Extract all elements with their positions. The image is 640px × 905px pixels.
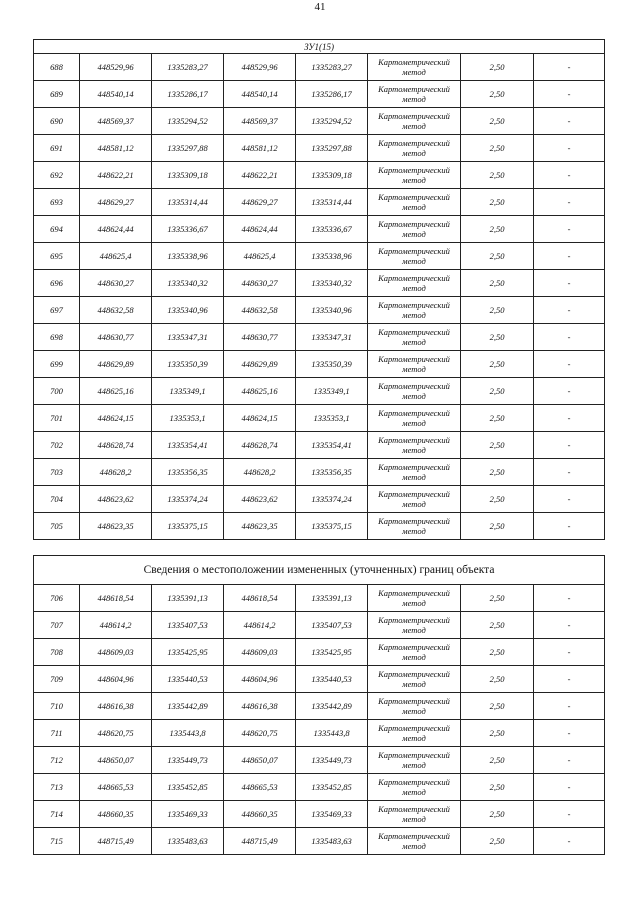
table-row: [34, 135, 605, 162]
x-existing-cell: 448529,96: [80, 54, 152, 81]
x-refined-cell: 448715,49: [224, 828, 296, 855]
y-refined-cell: 1335449,73: [296, 747, 368, 774]
x-refined-cell: 448569,37: [224, 108, 296, 135]
extra-cell: -: [534, 162, 605, 189]
x-existing-cell: 448616,38: [80, 693, 152, 720]
y-refined-cell: 1335469,33: [296, 801, 368, 828]
x-refined-cell: 448581,12: [224, 135, 296, 162]
method-cell: Картометрический метод: [368, 774, 461, 801]
method-cell: Картометрический метод: [368, 216, 461, 243]
extra-cell: -: [534, 432, 605, 459]
point-number-cell: 689: [34, 81, 80, 108]
y-existing-cell: 1335286,17: [152, 81, 224, 108]
accuracy-cell: 2,50: [461, 432, 534, 459]
table-row: [34, 297, 605, 324]
extra-cell: -: [534, 108, 605, 135]
x-existing-cell: 448540,14: [80, 81, 152, 108]
x-existing-cell: 448665,53: [80, 774, 152, 801]
table-row: [34, 162, 605, 189]
x-existing-cell: 448624,44: [80, 216, 152, 243]
method-cell: Картометрический метод: [368, 432, 461, 459]
y-existing-cell: 1335314,44: [152, 189, 224, 216]
method-cell: Картометрический метод: [368, 324, 461, 351]
table-row: [34, 432, 605, 459]
x-existing-cell: 448622,21: [80, 162, 152, 189]
extra-cell: -: [534, 666, 605, 693]
section-label: ЗУ1(15): [34, 40, 605, 54]
point-number-cell: 690: [34, 108, 80, 135]
y-existing-cell: 1335283,27: [152, 54, 224, 81]
y-existing-cell: 1335336,67: [152, 216, 224, 243]
x-existing-cell: 448660,35: [80, 801, 152, 828]
extra-cell: -: [534, 747, 605, 774]
table-row: [34, 486, 605, 513]
method-cell: Картометрический метод: [368, 270, 461, 297]
section-header-row: [34, 40, 605, 54]
x-refined-cell: 448632,58: [224, 297, 296, 324]
accuracy-cell: 2,50: [461, 378, 534, 405]
x-existing-cell: 448604,96: [80, 666, 152, 693]
table-row: [34, 801, 605, 828]
method-cell: Картометрический метод: [368, 612, 461, 639]
y-refined-cell: 1335483,63: [296, 828, 368, 855]
y-existing-cell: 1335354,41: [152, 432, 224, 459]
extra-cell: -: [534, 639, 605, 666]
accuracy-cell: 2,50: [461, 243, 534, 270]
y-existing-cell: 1335349,1: [152, 378, 224, 405]
method-cell: Картометрический метод: [368, 828, 461, 855]
y-existing-cell: 1335440,53: [152, 666, 224, 693]
accuracy-cell: 2,50: [461, 693, 534, 720]
extra-cell: -: [534, 486, 605, 513]
accuracy-cell: 2,50: [461, 585, 534, 612]
x-refined-cell: 448625,4: [224, 243, 296, 270]
x-refined-cell: 448625,16: [224, 378, 296, 405]
method-cell: Картометрический метод: [368, 243, 461, 270]
method-cell: Картометрический метод: [368, 585, 461, 612]
accuracy-cell: 2,50: [461, 351, 534, 378]
method-cell: Картометрический метод: [368, 747, 461, 774]
y-refined-cell: 1335347,31: [296, 324, 368, 351]
x-existing-cell: 448618,54: [80, 585, 152, 612]
point-number-cell: 712: [34, 747, 80, 774]
y-refined-cell: 1335286,17: [296, 81, 368, 108]
extra-cell: -: [534, 459, 605, 486]
accuracy-cell: 2,50: [461, 216, 534, 243]
y-refined-cell: 1335353,1: [296, 405, 368, 432]
x-existing-cell: 448632,58: [80, 297, 152, 324]
table-heading: Сведения о местоположении измененных (уточненных) границ объекта: [34, 556, 605, 585]
x-refined-cell: 448614,2: [224, 612, 296, 639]
accuracy-cell: 2,50: [461, 774, 534, 801]
method-cell: Картометрический метод: [368, 135, 461, 162]
x-refined-cell: 448618,54: [224, 585, 296, 612]
x-refined-cell: 448540,14: [224, 81, 296, 108]
point-number-cell: 703: [34, 459, 80, 486]
y-refined-cell: 1335340,32: [296, 270, 368, 297]
x-existing-cell: 448629,89: [80, 351, 152, 378]
extra-cell: -: [534, 774, 605, 801]
extra-cell: -: [534, 54, 605, 81]
accuracy-cell: 2,50: [461, 801, 534, 828]
y-existing-cell: 1335309,18: [152, 162, 224, 189]
y-refined-cell: 1335374,24: [296, 486, 368, 513]
method-cell: Картометрический метод: [368, 351, 461, 378]
x-refined-cell: 448624,15: [224, 405, 296, 432]
extra-cell: -: [534, 135, 605, 162]
method-cell: Картометрический метод: [368, 297, 461, 324]
x-refined-cell: 448630,27: [224, 270, 296, 297]
point-number-cell: 704: [34, 486, 80, 513]
method-cell: Картометрический метод: [368, 639, 461, 666]
method-cell: Картометрический метод: [368, 513, 461, 540]
method-cell: Картометрический метод: [368, 486, 461, 513]
x-refined-cell: 448624,44: [224, 216, 296, 243]
method-cell: Картометрический метод: [368, 81, 461, 108]
x-refined-cell: 448629,27: [224, 189, 296, 216]
x-refined-cell: 448628,74: [224, 432, 296, 459]
accuracy-cell: 2,50: [461, 54, 534, 81]
x-refined-cell: 448609,03: [224, 639, 296, 666]
y-refined-cell: 1335440,53: [296, 666, 368, 693]
y-existing-cell: 1335483,63: [152, 828, 224, 855]
y-refined-cell: 1335452,85: [296, 774, 368, 801]
x-existing-cell: 448629,27: [80, 189, 152, 216]
accuracy-cell: 2,50: [461, 297, 534, 324]
y-existing-cell: 1335340,96: [152, 297, 224, 324]
y-refined-cell: 1335350,39: [296, 351, 368, 378]
table-row: [34, 693, 605, 720]
accuracy-cell: 2,50: [461, 747, 534, 774]
method-cell: Картометрический метод: [368, 378, 461, 405]
point-number-cell: 688: [34, 54, 80, 81]
method-cell: Картометрический метод: [368, 459, 461, 486]
x-refined-cell: 448623,35: [224, 513, 296, 540]
accuracy-cell: 2,50: [461, 135, 534, 162]
accuracy-cell: 2,50: [461, 270, 534, 297]
extra-cell: -: [534, 324, 605, 351]
x-refined-cell: 448650,07: [224, 747, 296, 774]
y-refined-cell: 1335340,96: [296, 297, 368, 324]
y-existing-cell: 1335391,13: [152, 585, 224, 612]
point-number-cell: 697: [34, 297, 80, 324]
extra-cell: -: [534, 612, 605, 639]
table-row: [34, 774, 605, 801]
x-existing-cell: 448624,15: [80, 405, 152, 432]
x-refined-cell: 448623,62: [224, 486, 296, 513]
y-refined-cell: 1335283,27: [296, 54, 368, 81]
table-row: [34, 54, 605, 81]
x-existing-cell: 448620,75: [80, 720, 152, 747]
extra-cell: -: [534, 801, 605, 828]
y-existing-cell: 1335469,33: [152, 801, 224, 828]
x-refined-cell: 448620,75: [224, 720, 296, 747]
x-existing-cell: 448630,77: [80, 324, 152, 351]
x-existing-cell: 448715,49: [80, 828, 152, 855]
method-cell: Картометрический метод: [368, 54, 461, 81]
accuracy-cell: 2,50: [461, 162, 534, 189]
x-existing-cell: 448625,4: [80, 243, 152, 270]
y-refined-cell: 1335349,1: [296, 378, 368, 405]
x-refined-cell: 448628,2: [224, 459, 296, 486]
accuracy-cell: 2,50: [461, 513, 534, 540]
x-refined-cell: 448629,89: [224, 351, 296, 378]
x-existing-cell: 448630,27: [80, 270, 152, 297]
y-refined-cell: 1335443,8: [296, 720, 368, 747]
changed-boundaries-table: [33, 555, 605, 855]
x-existing-cell: 448628,2: [80, 459, 152, 486]
accuracy-cell: 2,50: [461, 405, 534, 432]
x-existing-cell: 448623,35: [80, 513, 152, 540]
y-existing-cell: 1335347,31: [152, 324, 224, 351]
y-existing-cell: 1335350,39: [152, 351, 224, 378]
method-cell: Картометрический метод: [368, 189, 461, 216]
table-row: [34, 720, 605, 747]
table-row: [34, 351, 605, 378]
accuracy-cell: 2,50: [461, 828, 534, 855]
table-row: [34, 81, 605, 108]
point-number-cell: 691: [34, 135, 80, 162]
accuracy-cell: 2,50: [461, 108, 534, 135]
table-row: [34, 270, 605, 297]
accuracy-cell: 2,50: [461, 720, 534, 747]
point-number-cell: 707: [34, 612, 80, 639]
x-refined-cell: 448616,38: [224, 693, 296, 720]
method-cell: Картометрический метод: [368, 162, 461, 189]
accuracy-cell: 2,50: [461, 459, 534, 486]
extra-cell: -: [534, 243, 605, 270]
y-existing-cell: 1335294,52: [152, 108, 224, 135]
method-cell: Картометрический метод: [368, 666, 461, 693]
y-existing-cell: 1335443,8: [152, 720, 224, 747]
extra-cell: -: [534, 513, 605, 540]
y-existing-cell: 1335356,35: [152, 459, 224, 486]
table-row: [34, 639, 605, 666]
extra-cell: -: [534, 270, 605, 297]
accuracy-cell: 2,50: [461, 612, 534, 639]
accuracy-cell: 2,50: [461, 486, 534, 513]
y-refined-cell: 1335356,35: [296, 459, 368, 486]
extra-cell: -: [534, 720, 605, 747]
accuracy-cell: 2,50: [461, 324, 534, 351]
table-row: [34, 513, 605, 540]
extra-cell: -: [534, 297, 605, 324]
point-number-cell: 696: [34, 270, 80, 297]
method-cell: Картометрический метод: [368, 801, 461, 828]
table-row: [34, 378, 605, 405]
y-refined-cell: 1335407,53: [296, 612, 368, 639]
y-refined-cell: 1335425,95: [296, 639, 368, 666]
point-number-cell: 702: [34, 432, 80, 459]
method-cell: Картометрический метод: [368, 108, 461, 135]
table-row: [34, 189, 605, 216]
method-cell: Картометрический метод: [368, 720, 461, 747]
y-existing-cell: 1335425,95: [152, 639, 224, 666]
accuracy-cell: 2,50: [461, 666, 534, 693]
point-number-cell: 708: [34, 639, 80, 666]
point-number-cell: 709: [34, 666, 80, 693]
table-row: [34, 585, 605, 612]
y-existing-cell: 1335340,32: [152, 270, 224, 297]
point-number-cell: 714: [34, 801, 80, 828]
extra-cell: -: [534, 585, 605, 612]
table-row: [34, 216, 605, 243]
x-existing-cell: 448581,12: [80, 135, 152, 162]
y-existing-cell: 1335442,89: [152, 693, 224, 720]
x-refined-cell: 448660,35: [224, 801, 296, 828]
extra-cell: -: [534, 828, 605, 855]
y-refined-cell: 1335354,41: [296, 432, 368, 459]
point-number-cell: 705: [34, 513, 80, 540]
x-existing-cell: 448614,2: [80, 612, 152, 639]
x-refined-cell: 448630,77: [224, 324, 296, 351]
y-refined-cell: 1335442,89: [296, 693, 368, 720]
x-existing-cell: 448623,62: [80, 486, 152, 513]
point-number-cell: 694: [34, 216, 80, 243]
y-refined-cell: 1335338,96: [296, 243, 368, 270]
table-heading-row: [34, 556, 605, 585]
y-refined-cell: 1335294,52: [296, 108, 368, 135]
accuracy-cell: 2,50: [461, 81, 534, 108]
point-number-cell: 700: [34, 378, 80, 405]
x-refined-cell: 448529,96: [224, 54, 296, 81]
method-cell: Картометрический метод: [368, 693, 461, 720]
y-refined-cell: 1335297,88: [296, 135, 368, 162]
table-row: [34, 405, 605, 432]
y-existing-cell: 1335452,85: [152, 774, 224, 801]
y-refined-cell: 1335314,44: [296, 189, 368, 216]
accuracy-cell: 2,50: [461, 639, 534, 666]
page-number: 41: [314, 1, 326, 13]
table-row: [34, 459, 605, 486]
point-number-cell: 710: [34, 693, 80, 720]
x-refined-cell: 448665,53: [224, 774, 296, 801]
point-number-cell: 713: [34, 774, 80, 801]
table-row: [34, 243, 605, 270]
table-row: [34, 828, 605, 855]
table-row: [34, 324, 605, 351]
y-existing-cell: 1335449,73: [152, 747, 224, 774]
point-number-cell: 692: [34, 162, 80, 189]
table-row: [34, 612, 605, 639]
extra-cell: -: [534, 378, 605, 405]
y-existing-cell: 1335375,15: [152, 513, 224, 540]
y-existing-cell: 1335374,24: [152, 486, 224, 513]
table-row: [34, 108, 605, 135]
point-number-cell: 711: [34, 720, 80, 747]
point-number-cell: 695: [34, 243, 80, 270]
extra-cell: -: [534, 405, 605, 432]
coordinates-table-zu1-15: [33, 39, 605, 540]
y-refined-cell: 1335375,15: [296, 513, 368, 540]
y-existing-cell: 1335338,96: [152, 243, 224, 270]
extra-cell: -: [534, 189, 605, 216]
y-refined-cell: 1335309,18: [296, 162, 368, 189]
y-existing-cell: 1335407,53: [152, 612, 224, 639]
table-row: [34, 666, 605, 693]
table-row: [34, 747, 605, 774]
x-existing-cell: 448609,03: [80, 639, 152, 666]
point-number-cell: 715: [34, 828, 80, 855]
x-existing-cell: 448625,16: [80, 378, 152, 405]
extra-cell: -: [534, 351, 605, 378]
x-refined-cell: 448604,96: [224, 666, 296, 693]
x-existing-cell: 448569,37: [80, 108, 152, 135]
x-refined-cell: 448622,21: [224, 162, 296, 189]
y-existing-cell: 1335297,88: [152, 135, 224, 162]
point-number-cell: 706: [34, 585, 80, 612]
point-number-cell: 699: [34, 351, 80, 378]
extra-cell: -: [534, 693, 605, 720]
accuracy-cell: 2,50: [461, 189, 534, 216]
y-refined-cell: 1335336,67: [296, 216, 368, 243]
point-number-cell: 693: [34, 189, 80, 216]
x-existing-cell: 448650,07: [80, 747, 152, 774]
point-number-cell: 701: [34, 405, 80, 432]
x-existing-cell: 448628,74: [80, 432, 152, 459]
point-number-cell: 698: [34, 324, 80, 351]
y-existing-cell: 1335353,1: [152, 405, 224, 432]
method-cell: Картометрический метод: [368, 405, 461, 432]
y-refined-cell: 1335391,13: [296, 585, 368, 612]
extra-cell: -: [534, 81, 605, 108]
extra-cell: -: [534, 216, 605, 243]
